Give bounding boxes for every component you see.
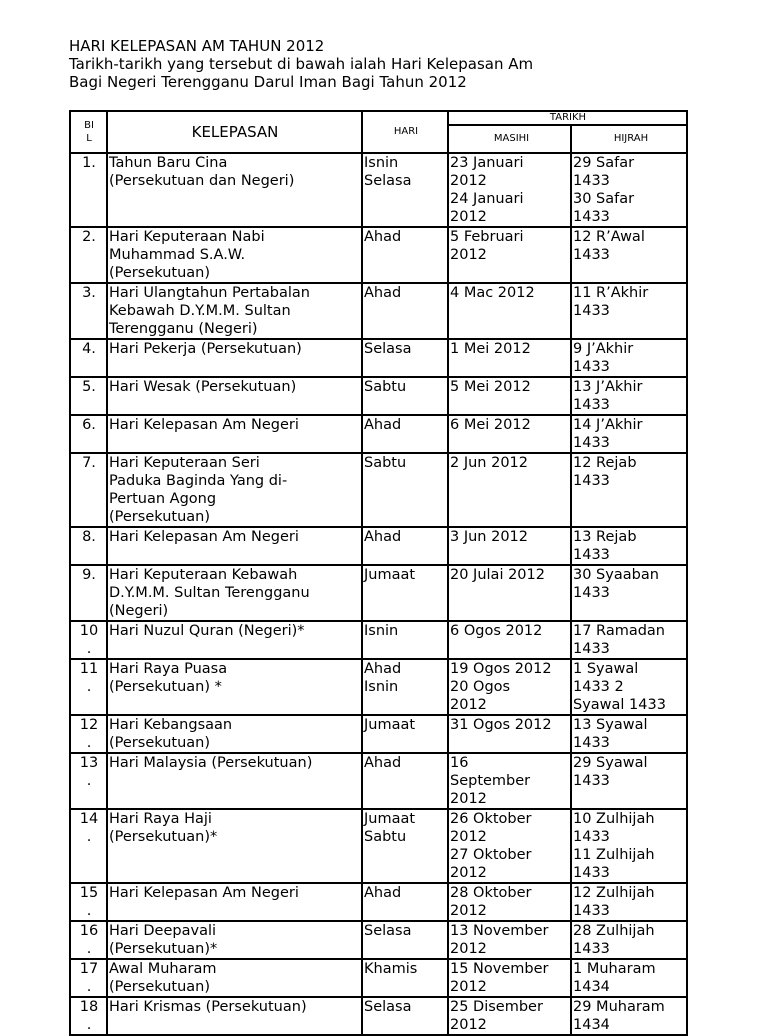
row-number: 1. — [70, 153, 107, 227]
holiday-name: Hari Keputeraan Nabi Muhammad S.A.W. (Persekutuan) — [107, 227, 362, 283]
hijri-date: 29 Syawal 1433 — [571, 753, 687, 809]
holiday-name: Awal Muharam (Persekutuan) — [107, 959, 362, 997]
gregorian-date: 16 September 2012 — [448, 753, 571, 809]
table-row — [70, 453, 687, 527]
holiday-name: Hari Kelepasan Am Negeri — [107, 415, 362, 453]
day-name: Ahad — [362, 527, 448, 565]
hijri-date: 13 J’Akhir 1433 — [571, 377, 687, 415]
col-header-hari: HARI — [362, 111, 448, 153]
row-number: 4. — [70, 339, 107, 377]
table-row — [70, 621, 687, 659]
row-number: 8. — [70, 527, 107, 565]
row-number: 2. — [70, 227, 107, 283]
hijri-date: 12 R’Awal 1433 — [571, 227, 687, 283]
gregorian-date: 3 Jun 2012 — [448, 527, 571, 565]
document-subtitle-line1: Tarikh-tarikh yang tersebut di bawah ialah Hari Kelepasan Am — [69, 55, 534, 73]
row-number: 16 . — [70, 921, 107, 959]
row-number: 12 . — [70, 715, 107, 753]
hijri-date: 12 Zulhijah 1433 — [571, 883, 687, 921]
holiday-name: Hari Pekerja (Persekutuan) — [107, 339, 362, 377]
row-number: 11 . — [70, 659, 107, 715]
table-row — [70, 659, 687, 715]
col-header-tarikh: TARIKH — [448, 111, 687, 125]
col-header-masihi: MASIHI — [448, 125, 571, 153]
table-body — [70, 153, 687, 1035]
gregorian-date: 15 November 2012 — [448, 959, 571, 997]
gregorian-date: 1 Mei 2012 — [448, 339, 571, 377]
table-row — [70, 883, 687, 921]
day-name: Selasa — [362, 339, 448, 377]
hijri-date: 1 Muharam 1434 — [571, 959, 687, 997]
gregorian-date: 26 Oktober 2012 27 Oktober 2012 — [448, 809, 571, 883]
day-name: Isnin — [362, 621, 448, 659]
holiday-name: Hari Krismas (Persekutuan) — [107, 997, 362, 1035]
table-row — [70, 339, 687, 377]
day-name: Ahad — [362, 883, 448, 921]
day-name: Jumaat Sabtu — [362, 809, 448, 883]
table-row — [70, 415, 687, 453]
col-header-kelepasan: KELEPASAN — [107, 111, 362, 153]
table-row — [70, 153, 687, 227]
gregorian-date: 31 Ogos 2012 — [448, 715, 571, 753]
document-subtitle-line2: Bagi Negeri Terengganu Darul Iman Bagi Tahun 2012 — [69, 73, 467, 91]
hijri-date: 30 Syaaban 1433 — [571, 565, 687, 621]
hijri-date: 14 J’Akhir 1433 — [571, 415, 687, 453]
table-row — [70, 377, 687, 415]
table-row — [70, 997, 687, 1035]
gregorian-date: 19 Ogos 2012 20 Ogos 2012 — [448, 659, 571, 715]
hijri-date: 12 Rejab 1433 — [571, 453, 687, 527]
day-name: Jumaat — [362, 565, 448, 621]
holiday-name: Hari Keputeraan Seri Paduka Baginda Yang di- Pertuan Agong (Persekutuan) — [107, 453, 362, 527]
holiday-name: Hari Malaysia (Persekutuan) — [107, 753, 362, 809]
table-row — [70, 959, 687, 997]
hijri-date: 28 Zulhijah 1433 — [571, 921, 687, 959]
row-number: 5. — [70, 377, 107, 415]
holiday-name: Hari Kebangsaan (Persekutuan) — [107, 715, 362, 753]
document-header — [69, 37, 533, 91]
row-number: 6. — [70, 415, 107, 453]
row-number: 13 . — [70, 753, 107, 809]
table-row — [70, 227, 687, 283]
col-header-bil: BI L — [70, 111, 107, 153]
gregorian-date: 20 Julai 2012 — [448, 565, 571, 621]
gregorian-date: 5 Mei 2012 — [448, 377, 571, 415]
holiday-name: Hari Kelepasan Am Negeri — [107, 883, 362, 921]
day-name: Ahad — [362, 283, 448, 339]
hijri-date: 29 Muharam 1434 — [571, 997, 687, 1035]
row-number: 17 . — [70, 959, 107, 997]
hijri-date: 13 Syawal 1433 — [571, 715, 687, 753]
row-number: 3. — [70, 283, 107, 339]
hijri-date: 17 Ramadan 1433 — [571, 621, 687, 659]
day-name: Selasa — [362, 921, 448, 959]
gregorian-date: 13 November 2012 — [448, 921, 571, 959]
holiday-name: Hari Raya Haji (Persekutuan)* — [107, 809, 362, 883]
hijri-date: 10 Zulhijah 1433 11 Zulhijah 1433 — [571, 809, 687, 883]
day-name: Ahad Isnin — [362, 659, 448, 715]
holiday-name: Hari Deepavali (Persekutuan)* — [107, 921, 362, 959]
day-name: Ahad — [362, 227, 448, 283]
gregorian-date: 4 Mac 2012 — [448, 283, 571, 339]
table-header — [70, 111, 687, 153]
day-name: Selasa — [362, 997, 448, 1035]
holiday-name: Hari Wesak (Persekutuan) — [107, 377, 362, 415]
hijri-date: 13 Rejab 1433 — [571, 527, 687, 565]
table-row — [70, 283, 687, 339]
table-row — [70, 809, 687, 883]
gregorian-date: 25 Disember 2012 — [448, 997, 571, 1035]
day-name: Sabtu — [362, 377, 448, 415]
day-name: Khamis — [362, 959, 448, 997]
document-title: HARI KELEPASAN AM TAHUN 2012 — [69, 37, 325, 55]
table-row — [70, 565, 687, 621]
gregorian-date: 2 Jun 2012 — [448, 453, 571, 527]
holiday-name: Tahun Baru Cina (Persekutuan dan Negeri) — [107, 153, 362, 227]
hijri-date: 9 J’Akhir 1433 — [571, 339, 687, 377]
holidays-table — [69, 110, 688, 1036]
table-row — [70, 715, 687, 753]
day-name: Ahad — [362, 415, 448, 453]
table-row — [70, 527, 687, 565]
day-name: Isnin Selasa — [362, 153, 448, 227]
day-name: Sabtu — [362, 453, 448, 527]
hijri-date: 29 Safar 1433 30 Safar 1433 — [571, 153, 687, 227]
holiday-name: Hari Ulangtahun Pertabalan Kebawah D.Y.M.M. Sultan Terengganu (Negeri) — [107, 283, 362, 339]
hijri-date: 1 Syawal 1433 2 Syawal 1433 — [571, 659, 687, 715]
holiday-name: Hari Kelepasan Am Negeri — [107, 527, 362, 565]
table-row — [70, 753, 687, 809]
row-number: 10 . — [70, 621, 107, 659]
gregorian-date: 28 Oktober 2012 — [448, 883, 571, 921]
row-number: 18 . — [70, 997, 107, 1035]
holiday-name: Hari Nuzul Quran (Negeri)* — [107, 621, 362, 659]
row-number: 14 . — [70, 809, 107, 883]
hijri-date: 11 R’Akhir 1433 — [571, 283, 687, 339]
gregorian-date: 5 Februari 2012 — [448, 227, 571, 283]
gregorian-date: 6 Ogos 2012 — [448, 621, 571, 659]
holiday-name: Hari Keputeraan Kebawah D.Y.M.M. Sultan Terengganu (Negeri) — [107, 565, 362, 621]
row-number: 9. — [70, 565, 107, 621]
col-header-hijrah: HIJRAH — [571, 125, 687, 153]
day-name: Jumaat — [362, 715, 448, 753]
holiday-name: Hari Raya Puasa (Persekutuan) * — [107, 659, 362, 715]
row-number: 7. — [70, 453, 107, 527]
row-number: 15 . — [70, 883, 107, 921]
table-row — [70, 921, 687, 959]
day-name: Ahad — [362, 753, 448, 809]
gregorian-date: 6 Mei 2012 — [448, 415, 571, 453]
gregorian-date: 23 Januari 2012 24 Januari 2012 — [448, 153, 571, 227]
